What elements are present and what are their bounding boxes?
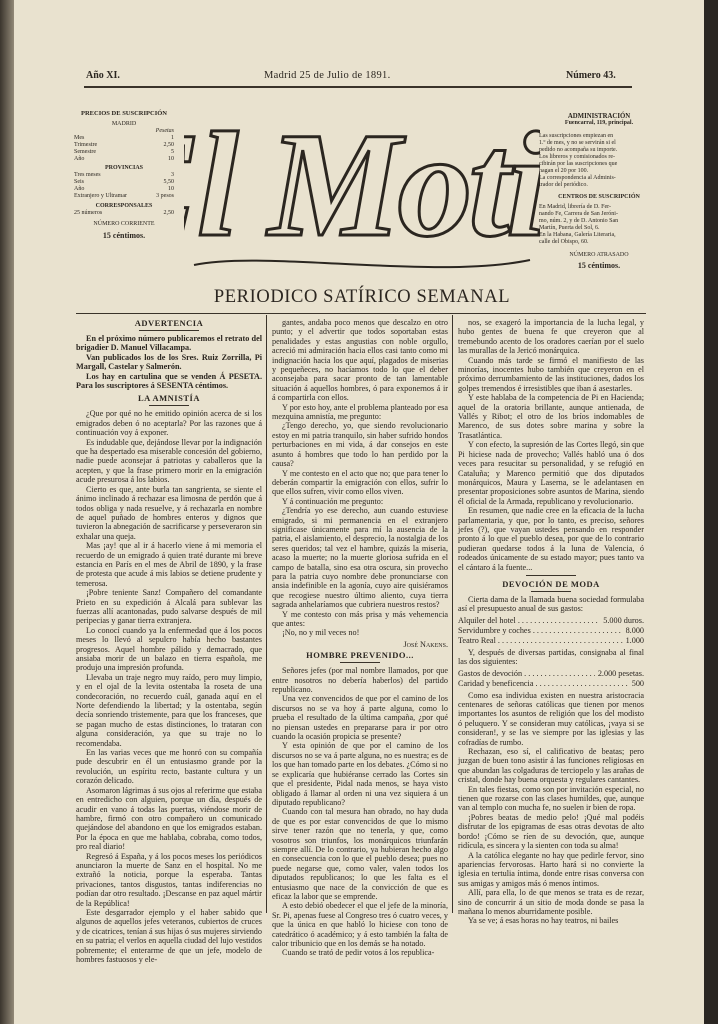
expense-row	[458, 636, 644, 646]
row-value: 500	[631, 678, 644, 688]
amnistia-body	[76, 409, 262, 964]
paragraph: A la católica elegante no hay que pedirle fervor, sino apariencias fervorosas. Harto hará si no convierte la iglesia en tertulia íntima, donde entre risas conversa con sus amigas y amigos más ó menos íntimos.	[458, 850, 644, 888]
madrid-label: MADRID	[111, 121, 137, 127]
price-row	[74, 149, 174, 156]
newspaper-page	[14, 0, 704, 1024]
row-value: 5,50	[163, 179, 174, 185]
issue-number: Número 43.	[566, 70, 616, 81]
row-label: Semestre	[74, 149, 96, 155]
paragraph: Mas ¡ay! que al ir á hacerlo viene á mi memoria el recuerdo de un emigrado á quien traté durante mi breve estancia en París en el mes de Abril de 1890, y la frase de protesta que acude á mis labios se detiene prudente y temerosa.	[76, 541, 262, 588]
prices-title: PRECIOS DE SUSCRIPCIÓN	[81, 110, 167, 117]
heading-rule	[139, 330, 199, 331]
devocion-mid: Y, después de diversas partidas, consignaba al final las dos siguientes:	[458, 647, 644, 667]
paragraph: En tales fiestas, como son por invitación especial, no tienen que rozarse con las clases humildes, que, aunque van al templo con mucha fe, no suelen ir bien de ropa.	[458, 784, 644, 813]
row-value: 3	[171, 172, 174, 178]
row-label: Tres meses	[74, 172, 101, 178]
paragraph: ¿Tendría yo ese derecho, aun cuando estuviese emigrado, si mi permanencia en el extranjero significase únicamente para mí la ausencia de la patria, el aislamiento, el desprecio, la nostalgia de los seres queridos; tal vez el hambre, quizás la miseria, acaso la muerte; no la muerte gloriosa sufrida en el campo de batalla, sino esa otra oscura, sin provecho para la patria cuyo nombre debe pronunciarse con ansia indefinible en la agonía, cuyo aire quisiéramos que recogiese nuestro último aliento, cuya tierra sagrada anhelaríamos que cubriera nuestros restos?	[272, 506, 448, 610]
note-line: nando Fe, Carrera de San Jeróni-	[539, 211, 618, 217]
paragraph: ¿Tengo derecho, yo, que siendo revolucionario estoy en mi patria tranquilo, sin haber sufrido hondos perturbaciones en mi vida, á dar consejos en este asunto á hombres que todo lo han perdido por la causa?	[272, 421, 448, 469]
gastos-list-1	[458, 616, 644, 646]
admin-address: Fuencarral, 119, principal.	[564, 120, 634, 126]
row-value: 5.000 duros.	[603, 615, 644, 625]
paragraph: ¡Pobres beatas de medio pelo! ¡Qué mal podéis disfrutar de los epigramas de esas otras devotas de alto bordo! ¡Cómo se ríen de su devoción, que, aunque ridícula, es sincera y la sienten con toda su alma!	[458, 812, 644, 851]
column-divider-2	[452, 315, 453, 913]
admin-notes	[539, 133, 659, 189]
paragraph: Es indudable que, dejándose llevar por la indignación que ha despertado esa miserable concesión del gobierno, nadie puede aconsejar á patriotas y caballeros que la acepten, y que la frase primero morir en la emigración acude presurosa á los labios.	[76, 437, 262, 485]
price-row	[74, 156, 174, 163]
provincias-label: PROVINCIAS	[104, 165, 143, 171]
paragraph: En las varias veces que me honró con su compañía pude descubrir en él un entusiasmo grande por la revolución, un espíritu recto, bastante cultura y un corazón delicado.	[76, 748, 262, 786]
pesetas-label: Pesetas	[155, 128, 174, 134]
price-row	[74, 142, 174, 149]
row-value: 5	[171, 149, 174, 155]
centros-title: CENTROS DE SUSCRIPCIÓN	[558, 194, 640, 200]
issue-date: Madrid 25 de Julio de 1891.	[264, 70, 391, 81]
hombre-prevenido-body	[272, 666, 448, 958]
paragraph: gantes, andaba poco menos que descalzo en otro punto; y el advertir que todos soportaban estas penalidades y estas angustias con noble orgullo, acreció mi admiración hacia ellos casi tanto como mi indignación hacia los que aquí, plagados de miserias y pequeñeces, no hacíamos todo lo que el deber aconsejaba para sacar pronto de tan lamentable situación á aquellos hombres, ó para exponernos á ir á compartirla con ellos.	[272, 318, 448, 403]
paragraph: Y por esto hoy, ante el problema planteado por esa mezquina amnistía, me pregunto:	[272, 402, 448, 422]
row-value: 10	[168, 186, 174, 192]
devocion-heading: DEVOCIÓN DE MODA	[502, 578, 600, 589]
price-row	[74, 172, 174, 179]
provincias-price-list	[74, 172, 174, 200]
article-signature: José Nakens.	[403, 639, 448, 649]
paragraph: Y este hablaba de la competencia de Pi en Hacienda; aquel de la oratoria brillante, aunque antienada, de Vallés y Ribot; el otro de los bríos indomables de Marenco, de sus dotes sobre marina y sobre la Trasatlántica.	[458, 393, 644, 440]
note-line: En la Habana, Galería Literaria,	[539, 232, 616, 238]
logo-lettering	[184, 100, 540, 280]
hombre-prevenido-continuation	[458, 318, 644, 572]
note-line: mo, núm. 2, y de D. Antonio San	[539, 218, 619, 224]
paragraph: Regresó á España, y á los pocos meses los periódicos anunciaron la muerte de Sanz en el hospital. No me extrañó la noticia, porque la esperaba. Tantas privaciones, tantos disgustos, tantas indiferencias no podían dar otro resultado. ¡Descanse en paz aquel mártir de la República!	[76, 851, 262, 908]
amnistia-continuation	[272, 318, 448, 638]
paragraph: Asomaron lágrimas á sus ojos al referirme que estaba en entredicho con alguien, porque un día, después de acudir en vano á todas las puertas, viéndose morir de hambre, firmó con otro compañero un comunicado quejándose del abandono en que los emigrados estaban. Por la época en que me hablaba, cobraba, como todos, pro real diario!	[76, 785, 262, 852]
column-3	[458, 318, 644, 926]
paragraph: En resumen, que nadie cree en la eficacia de la lucha parlamentaria, y que, por lo tanto, es preciso, señores jefes (?), que vayan ustedes pensando en responder pronto á lo que el pueblo desea, por que de lo contrario pudieran quedarse todos á la luna de Valencia, ó rodeados únicamente de su estado mayor; pues tanto va el cántaro á la fuente...	[458, 506, 644, 572]
row-label: Teatro Real . . .	[458, 636, 623, 646]
row-value: 8.000	[625, 625, 644, 635]
subscription-prices-box	[74, 110, 174, 240]
column-divider-1	[266, 315, 267, 913]
numero-atrasado-price: 15 céntimos.	[577, 261, 621, 270]
advertencia-heading: ADVERTENCIA	[134, 318, 204, 328]
issue-year: Año XI.	[86, 70, 120, 81]
devocion-body	[458, 691, 644, 926]
expense-row	[458, 616, 644, 626]
paragraph: Los hay en cartulina que se venden Á PESETA. Para los suscriptores á SESENTA céntimos.	[76, 371, 262, 391]
price-row	[74, 193, 174, 200]
row-value: 1.000	[625, 635, 644, 645]
madrid-price-list	[74, 135, 174, 163]
paragraph: ¿Que por qué no he emitido opinión acerca de si los emigrados deben ó no aceptarla? Por las razones que á continuación voy á exponer.	[76, 409, 262, 438]
paragraph: A esto debió obedecer el que el jefe de la minoría, Sr. Pi, apenas fuese al Congreso tres ó cuatro veces, y que la única en que habló lo hiciese con tono de catedrático ó académico; y á esto también la falta de calor tribunicio que en los demás se ha notado.	[272, 901, 448, 948]
row-value: 3 pesos	[156, 193, 174, 199]
paragraph: Allí, para ella, lo de que menos se trata es de rezar, sino de concurrir á un sitio de moda donde se pasa la mañana lo menos aburridamente posible.	[458, 888, 644, 916]
price-row	[74, 186, 174, 193]
paragraph: Cierto es que, ante burla tan sangrienta, se siente el ánimo inclinado á rechazar esa limosna de perdón que á todos obliga y nada resuelve, y á rechazarla en nombre de aquel puñado de hombres enteros y dignos que tuvieron la abnegación de sacrificarse y perseveraron sin exhalar una queja.	[76, 484, 262, 541]
paragraph: Lo conocí cuando ya la enfermedad que á los pocos meses lo llevó al sepulcro había hecho bastantes progresos. Aquel hombre pálido y demacrado, que ansiaba morir de un balazo en tierra española, me produjo una impresión profunda.	[76, 625, 262, 673]
logo-text: l Moti	[196, 102, 540, 268]
row-value: 2.000 pesetas.	[597, 668, 644, 678]
expense-row	[458, 669, 644, 679]
row-label: Seis	[74, 179, 85, 185]
paragraph: Y con efecto, la supresión de las Cortes llegó, sin que Pi hiciese nada de provecho; Vallés habló una ó dos veces para resucitar su personalidad, y se refugió en Cataluña; y Marenco permitió que dos diputados monárquicos, Maura y Laserna, se le adelantasen en presentar proposiciones sobre asuntos de Marina, siendo él oficial de la Armada, republicano y revolucionario.	[458, 440, 644, 506]
corresponsales-label: CORRESPONSALES	[95, 203, 153, 209]
price-row-value: 2,50	[163, 210, 174, 216]
masthead-logo	[184, 100, 540, 280]
expense-row	[458, 679, 644, 689]
numero-corriente-label: NÚMERO CORRIENTE	[93, 221, 155, 227]
note-line: Los libreros y comisionados re-	[539, 154, 615, 160]
heading-rule	[531, 591, 571, 592]
centros-list	[539, 204, 659, 246]
row-label: Año	[74, 186, 85, 192]
note-line: 1.º de mes, y no se servirán si el	[539, 140, 616, 146]
note-line: En Madrid, librería de D. Fer-	[539, 204, 612, 210]
column-2	[272, 318, 448, 958]
masthead-subtitle: PERIODICO SATÍRICO SEMANAL	[213, 287, 511, 307]
heading-rule	[340, 662, 380, 663]
administration-box	[539, 113, 659, 270]
paragraph: Cuando con tal mesura han obrado, no hay duda de que es por estar convencidos de que lo mismo sirve tener razón que no tenerla, y que, como vosotros son triunfos, los monárquicos triunfarán siempre allí. De lo contrario, ya hubieran hecho algo en consecuencia con lo que el pueblo desea; pues no puede negarse que, como valer, valen todos los diputados republicanos; lo que les falta es el entusiasmo que nace de la convicción de que es eficaz la labor que se emprende.	[272, 807, 448, 901]
row-label: Alquiler del hotel . . .	[458, 616, 600, 626]
corresponsales-row	[74, 210, 174, 217]
heading-rule	[149, 405, 189, 406]
row-label: Trimestre	[74, 142, 98, 148]
row-value: 1	[171, 135, 174, 141]
row-label: Gastos de devoción . . .	[458, 669, 595, 679]
row-label: Caridad y beneficencia . . .	[458, 679, 629, 689]
paragraph: Y me contesto con más prisa y más vehemencia que antes:	[272, 609, 448, 628]
paragraph: Rechazan, eso sí, el calificativo de beatas; pero juzgan de buen tono asistir á las funciones religiosas en que abundan las colgaduras de terciopelo y las arañas de cristal, donde hay buena orquesta y regulares cantantes.	[458, 747, 644, 785]
hombre-prevenido-heading: HOMBRE PREVENIDO...	[306, 650, 414, 661]
row-label: Mes	[74, 135, 85, 141]
devocion-intro: Cierta dama de la llamada buena sociedad formulaba así el presupuesto anual de sus gastos:	[458, 594, 644, 614]
paragraph: Cuando más tarde se firmó el manifiesto de las minorías, inocentes hubo también que creyeron en el próximo derrumbamiento de las instituciones, dados los golpes tremendos é irresistibles que iban á asestarles.	[458, 355, 644, 393]
masthead-rule-top	[84, 86, 632, 88]
note-line: pedido no acompaña su importe.	[539, 147, 618, 153]
price-row	[74, 135, 174, 142]
note-line: cibirán por las suscripciones que	[539, 161, 618, 167]
row-value: 10	[168, 156, 174, 162]
note-line: hagan el 20 por 100.	[539, 168, 589, 174]
row-label: Servidumbre y coches . . .	[458, 626, 623, 636]
masthead-rule-bottom	[76, 313, 646, 314]
note-line: Martín, Puerta del Sol, 6.	[539, 225, 600, 231]
paragraph: Llevaba un traje negro muy raído, pero muy limpio, y en el ojal de la levita ostentaba la roseta de una condecoración, no recuerdo cuál, ganada aquí en el Norte defendiendo la libertad; y la ostentaba, según decía sonriendo tristemente, para que los franceses, que se pagan mucho de estas distinciones, lo trataran con alguna consideración, ya que su traje no lo recomendaba.	[76, 672, 262, 748]
row-label: Extranjero y Ultramar	[74, 193, 127, 199]
numero-corriente-price: 15 céntimos.	[102, 231, 146, 240]
price-row-label: 25 números	[74, 210, 103, 216]
note-line: trador del periódico.	[539, 182, 588, 188]
paragraph: Una vez convencidos de que por el camino de los discursos no se va hoy á parte alguna, como lo prueba el resultado de la última campaña, ¿por qué no piensan ustedes en prepararse para ir por otro cuando la ocasión propicia se presente?	[272, 694, 448, 742]
paragraph: nos, se exageró la importancia de la lucha legal, y hubo gentes de buena fe que creyeron que al tremebundo acento de los oradores caerían por el suelo las murallas de la Jericó monárquica.	[458, 318, 644, 356]
paragraph: En el próximo número publicaremos el retrato del brigadier D. Manuel Villacampa.	[76, 334, 262, 353]
section-rule	[526, 575, 576, 576]
admin-title: ADMINISTRACIÓN	[567, 113, 631, 120]
paragraph: Cuando se trató de pedir votos á los republica-	[282, 948, 435, 958]
paragraph: ¡Pobre teniente Sanz! Compañero del comandante Prieto en su expedición á Alcalá para sublevar las fuerzas allí acantonadas, pudo salvarse después de mil peripecias y ganar tierra extranjera.	[76, 588, 262, 626]
note-line: Las suscripciones empiezan en	[539, 133, 614, 139]
paragraph: Y me contesto en el acto que no; que para tener lo deberán compartir la emigración con ellos, sufrir lo que ellos sufren, vivir como ellos viven.	[272, 468, 448, 497]
paragraph: Van publicados los de los Sres. Ruiz Zorrilla, Pi Margall, Castelar y Salmerón.	[76, 352, 262, 372]
paragraph: Y á continuación me pregunto:	[282, 496, 384, 506]
price-row	[74, 179, 174, 186]
paragraph: Este desgarrador ejemplo y el haber sabido que algunos de aquellos jefes veteranos, cubiertos de cruces y de cicatrices, tenían á sus hijas ó sus mujeres sirviendo en su patria; el verlos en aquella ciudad del lujo vestidos pobremente; el enterarme de que un jefe, modelo de hombres fastuosos y ele-	[76, 907, 262, 964]
column-1	[76, 318, 262, 964]
amnistia-heading: LA AMNISTÍA	[138, 393, 200, 404]
expense-row	[458, 626, 644, 636]
numero-atrasado-label: NÚMERO ATRASADO	[569, 252, 629, 258]
paragraph: Y esta opinión de que por el camino de los discursos no se va á parte alguna, no es nuestra; es de los que han tomado parte en los debates. ¿Cómo si no se explicaría que hubiéranse cerrado las Cortes sin que el presidente, Pidal nada menos, se haya visto obligado á llamar al orden ni una vez siquiera á un diputado republicano?	[272, 741, 448, 807]
paragraph: Ya se ve; á esas horas no hay teatros, ni bailes	[468, 916, 619, 926]
note-line: La correspondencia al Adminis-	[539, 175, 616, 181]
advertencia-body	[76, 334, 262, 390]
paragraph: Como esa individua existen en nuestra aristocracia centenares de señoras católicas que tienen por menos importantes los asuntos de religión que los del modisto ó peluquero. Y se consideran muy católicas, ¡vaya si se consideran!, y se las ve siempre por las iglesias y las cofradías de rumbo.	[458, 690, 644, 747]
row-label: Año	[74, 156, 85, 162]
note-line: calle del Obispo, 60.	[539, 239, 589, 245]
paragraph: Señores jefes (por mal nombre llamados, por que entre nosotros no debería haberlos) del partido republicano.	[272, 666, 448, 695]
row-value: 2,50	[163, 142, 174, 148]
paragraph: ¡No, no y mil veces no!	[282, 628, 360, 638]
gastos-list-2	[458, 669, 644, 689]
